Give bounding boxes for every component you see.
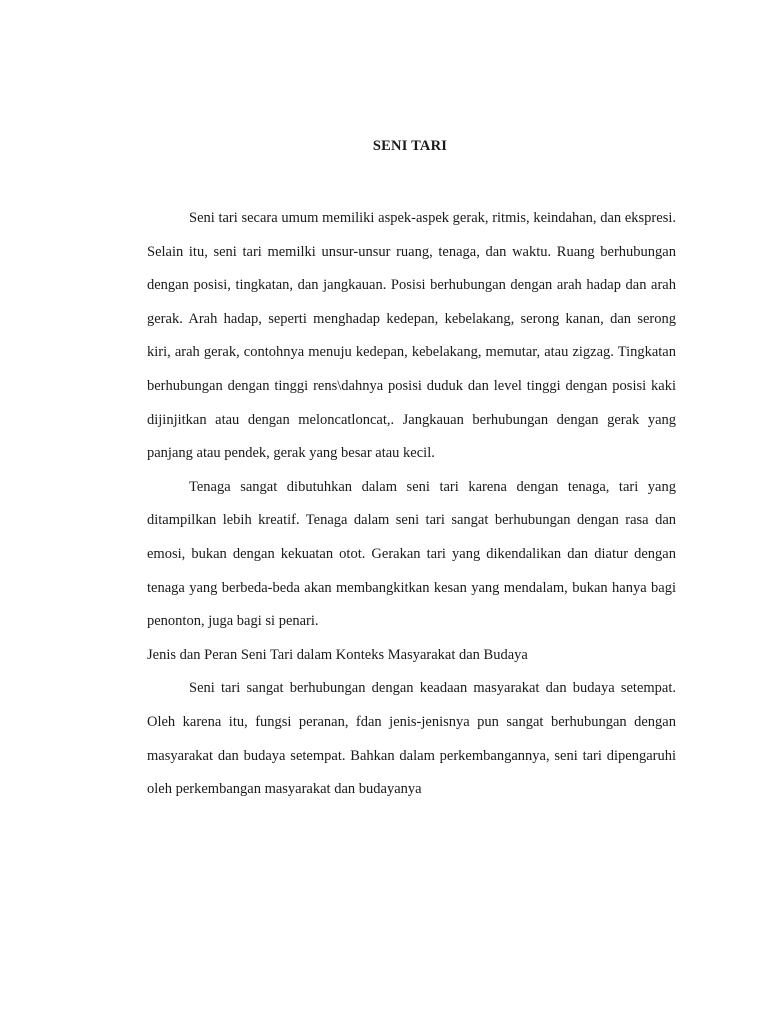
- paragraph-masyarakat-budaya: Seni tari sangat berhubungan dengan keadaan masyarakat dan budaya setempat. Oleh karena itu, fungsi peranan, fdan jenis-jenisnya pun sangat berhubungan dengan masyarakat dan budaya setempat. Bahkan dalam perkembangannya, seni tari dipengaruhi oleh perkembangan masyarakat dan budayanya: [147, 680, 676, 798]
- section-heading: Jenis dan Peran Seni Tari dalam Konteks Masyarakat dan Budaya: [147, 646, 528, 663]
- document-body: [147, 202, 676, 807]
- paragraph-tenaga: Tenaga sangat dibutuhkan dalam seni tari karena dengan tenaga, tari yang ditampilkan lebih kreatif. Tenaga dalam seni tari sangat berhubungan dengan rasa dan emosi, bukan dengan kekuatan otot. Gerakan tari yang dikendalikan dan diatur dengan tenaga yang berbeda-beda akan membangkitkan kesan yang mendalam, bukan hanya bagi penonton, juga bagi si penari.: [147, 478, 676, 630]
- paragraph-unsur-seni-tari: Seni tari secara umum memiliki aspek-aspek gerak, ritmis, keindahan, dan ekspresi. Selain itu, seni tari memilki unsur-unsur ruang, tenaga, dan waktu. Ruang berhubungan dengan posisi, tingkatan, dan jangkauan. Posisi berhubungan dengan arah hadap dan arah gerak. Arah hadap, seperti menghadap kedepan, kebelakang, serong kanan, dan serong kiri, arah gerak, contohnya menuju kedepan, kebelakang, memutar, atau zigzag. Tingkatan berhubungan dengan tinggi rens\dahnya posisi duduk dan level tinggi dengan posisi kaki dijinjitkan atau dengan meloncatloncat,. Jangkauan berhubungan dengan gerak yang panjang atau pendek, gerak yang besar atau kecil.: [147, 210, 676, 462]
- document-title: SENI TARI: [372, 138, 448, 154]
